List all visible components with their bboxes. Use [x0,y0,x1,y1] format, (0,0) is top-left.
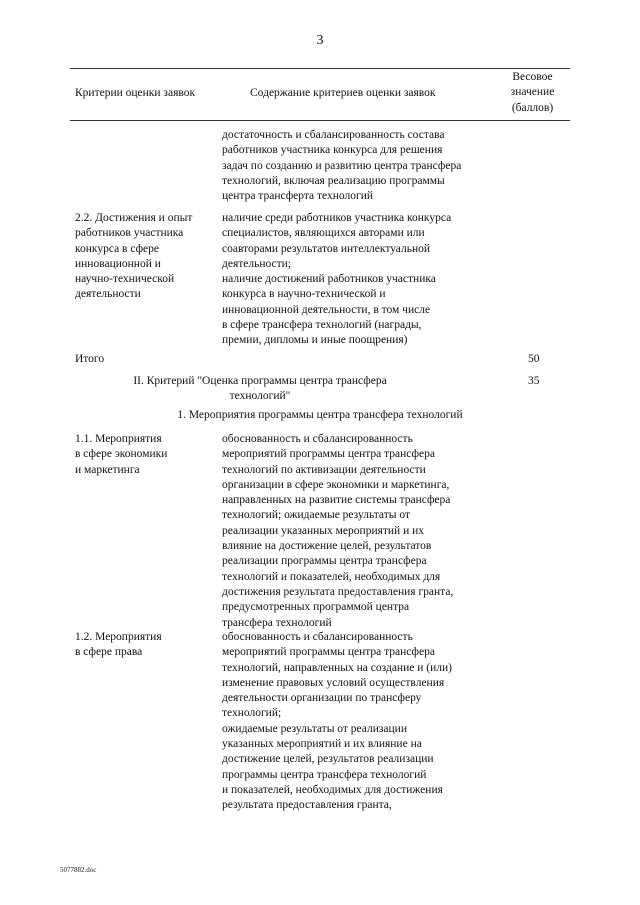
header-weight: Весовое значение (баллов) [510,71,555,114]
header-bottom-rule [70,120,570,121]
page-number: 3 [316,33,324,48]
content-1-1: обоснованность и сбалансированность мероприятий программы центра трансфера технологий по активизации деятельности организации в сфере экономики и маркетинга, направленных на развитие системы трансфера технологий; ожидаемые результаты от реализации указанных мероприятий и их влияние на достижение целей, результатов реализации программы центра трансфера технологий и показателей, необходимых для достижения результата предоставления гранта, предусмотренных программой центра трансфера технологий [222,433,454,629]
table-top-rule [70,68,570,69]
criterion-1-1: 1.1. Мероприятия в сфере экономики и маркетинга [75,433,168,476]
total-value: 50 [528,353,540,365]
header-criteria: Критерии оценки заявок [75,87,196,99]
section-1-heading: 1. Мероприятия программы центра трансфера технологий [177,409,463,421]
criterion-II-value: 35 [528,375,540,387]
content-2-2: наличие среди работников участника конкурса специалистов, являющихся авторами или соавторами результатов интеллектуальной деятельности; наличие достижений работников участника конкурса в научно-технической и инновационной деятельности, в том числе в сфере трансфера технологий (награды, премии, дипломы и иные поощрения) [222,212,452,347]
criterion-1-2: 1.2. Мероприятия в сфере права [75,631,162,659]
header-content: Содержание критериев оценки заявок [250,87,436,99]
continued-content: достаточность и сбалансированность состава работников участника конкурса для решения задач по созданию и развитию центра трансфера технологий, включая реализацию программы центра трансферта технологий [222,129,462,203]
footer-filename: 5077882.doc [60,866,97,874]
total-label: Итого [75,353,105,365]
criterion-II-label: II. Критерий "Оценка программы центра трансфера технологий" [133,375,387,403]
content-1-2: обоснованность и сбалансированность мероприятий программы центра трансфера технологий, направленных на создание и (или) изменение правовых условий осуществления деятельности организации по трансферу технологий; ожидаемые результаты от реализации указанных мероприятий и их влияние на достижение целей, результатов реализации программы центра трансфера технологий и показателей, необходимых для достижения результата предоставления гранта, [222,631,452,812]
criterion-2-2: 2.2. Достижения и опыт работников участника конкурса в сфере инновационной и научно-технической деятельности [75,212,193,301]
